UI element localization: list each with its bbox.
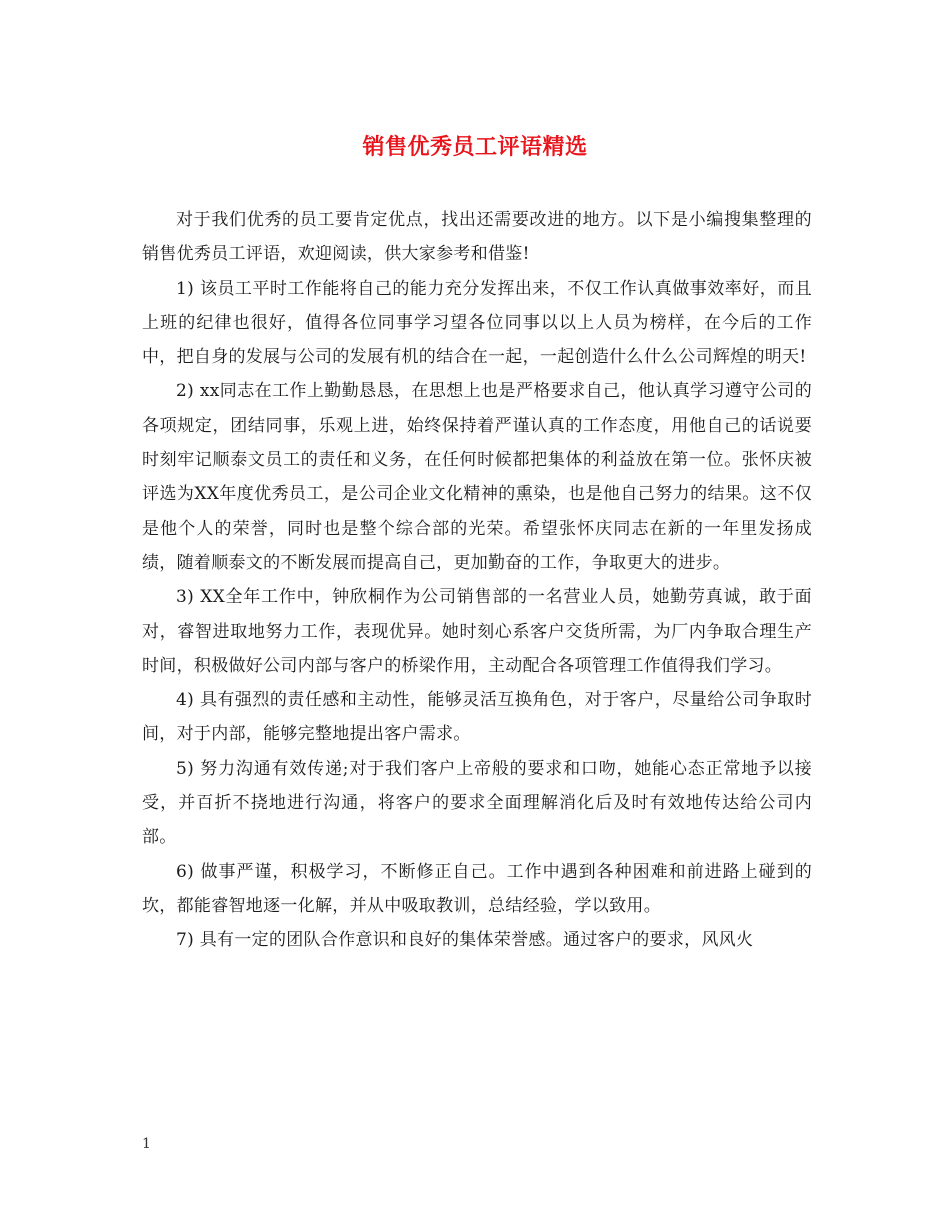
document-body	[142, 203, 812, 958]
comment-paragraph-2: 2) xx同志在工作上勤勤恳恳，在思想上也是严格要求自己，他认真学习遵守公司的各项规定，团结同事，乐观上进，始终保持着严谨认真的工作态度，用他自己的话说要时刻牢记顺泰文员工的责任和义务，在任何时候都把集体的利益放在第一位。张怀庆被评选为XX年度优秀员工，是公司企业文化精神的熏染，也是他自己努力的结果。这不仅是他个人的荣誉，同时也是整个综合部的光荣。希望张怀庆同志在新的一年里发扬成绩，随着顺泰文的不断发展而提高自己，更加勤奋的工作，争取更大的进步。	[142, 381, 812, 573]
document-title: 销售优秀员工评语精选	[362, 134, 588, 160]
comment-paragraph-3: 3) XX全年工作中，钟欣桐作为公司销售部的一名营业人员，她勤劳真诚，敢于面对，睿智进取地努力工作，表现优异。她时刻心系客户交货所需，为厂内争取合理生产时间，积极做好公司内部与客户的桥梁作用，主动配合各项管理工作值得我们学习。	[142, 587, 812, 676]
comment-paragraph-5: 5) 努力沟通有效传递;对于我们客户上帝般的要求和口吻，她能心态正常地予以接受，并百折不挠地进行沟通，将客户的要求全面理解消化后及时有效地传达给公司内部。	[142, 758, 812, 848]
intro-paragraph: 对于我们优秀的员工要肯定优点，找出还需要改进的地方。以下是小编搜集整理的销售优秀员工评语，欢迎阅读，供大家参考和借鉴!	[142, 210, 812, 265]
comment-paragraph-7: 7) 具有一定的团队合作意识和良好的集体荣誉感。通过客户的要求，风风火	[176, 930, 754, 951]
comment-paragraph-1: 1) 该员工平时工作能将自己的能力充分发挥出来，不仅工作认真做事效率好，而且上班的纪律也很好，值得各位同事学习望各位同事以以上人员为榜样，在今后的工作中，把自身的发展与公司的发展有机的结合在一起，一起创造什么什么公司辉煌的明天!	[142, 278, 812, 368]
comment-paragraph-4: 4) 具有强烈的责任感和主动性，能够灵活互换角色，对于客户，尽量给公司争取时间，对于内部，能够完整地提出客户需求。	[142, 690, 812, 745]
page-number: 1	[142, 1136, 151, 1152]
comment-paragraph-6: 6) 做事严谨，积极学习，不断修正自己。工作中遇到各种困难和前进路上碰到的坎，都能睿智地逐一化解，并从中吸取教训，总结经验，学以致用。	[142, 861, 812, 916]
